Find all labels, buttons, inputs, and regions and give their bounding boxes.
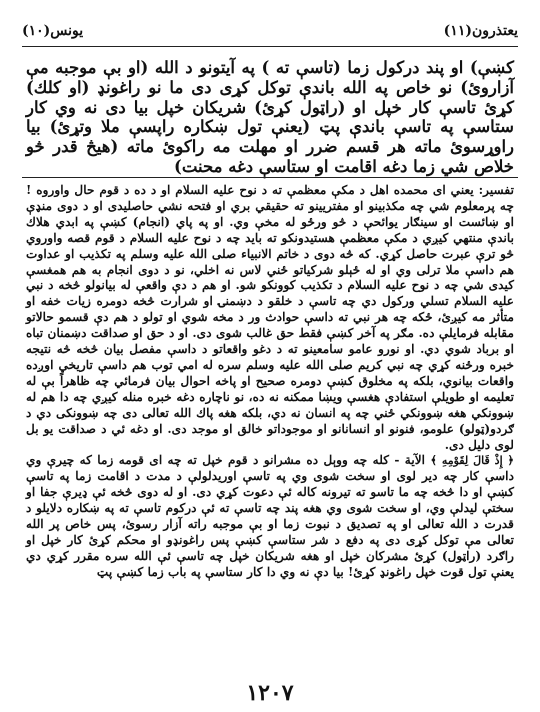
tafsir-label: تفسير: [478,183,514,197]
commentary-paragraph-2 [26,453,514,580]
section-divider [22,177,518,178]
header-right-title: يعتذرون(١١) [443,23,518,39]
commentary-text-2: الآية - كله چه ووېل ده مشرانو د قوم خپل ته چه اى قومه زما كه چيرې وي داسې كار چه دير لوى او سخت شوى وي په تاسې اوريدلولې د مدت د اقامت زما په تاسې كښې او دا څخه چه ما تاسو ته تيرونه كاله ئې دعوت كړي دى. او له دوى څخه ئې ډيرې جفا او سختې ليدلې وي، او سخت شوى وي هغه پند چه تاسې ته ئې دركوم تاسې ته په ښكاره دلايلو د قدرت د الله تعالى او په تصديق د نبوت زما او بې موجبه راته آزار رسوئ، پس خاص پر الله تعالى مې توكل كړى دى په دفع د شر ستاسې كښې پس راغونډو او محكم كړئ كار خپل او راګرد (راټول) كړئ مشركان خپل او هغه شريكان خپل چه تاسې ئې الله سره مقرر كړي دي يعنې تول قوت خپل راغونډ كړئ! بيا دې نه وي دا كار ستاسې په باب زما كښې پټ [26,453,514,579]
commentary-text-1: يعني اى محمده اهل د مكې معظمې ته د نوح عليه السلام او د ده د قوم حال واوروه ! چه پرمعلوم شي چه مكذبينو او مفتريينو ته حقيقي بري او فتحه نشي حاصليدى او د دوى منډې او ښائست او سينګار يوائحې د څو ورځو له مخې وي. او په پاي (انجام) كښې په ابدي هلاك باندې منتهي كيږي د مكې معظمې هستيدونكو ته بايد چه د نوح عليه السلام د قوم قصه واوروي څو ترې عبرت حاصل كړي. كه څه دوى د خاتم الانبياء صلى الله عليه وسلم په تكذيب او عداوت هم داسې ملا ترلى وي او له ځېلو شركياتو ځني لاس نه اخلي، نو د دوى انجام به هم همغسې كيدى شي چه د نوح عليه السلام د تكذيب كوونكو شو. او هم د دې واقعې له بيانولو څخه د نبي عليه السلام تسلي وركول دي چه تاسې د خلقو د دښمنۍ او شرارت څخه دومره زيات خفه او متأثر مه كيږئ، ځكه چه هر نبي ته داسې حوادث ور د مخه شوي او تولو د هم دې قسمو حالاتو مقابله فرمايلې ده. مګر په آخر كښې فقط حق غالب شوى دى. او د حق او صداقت دښمنان تباه او برباد شوي دي. او نورو عامو سامعينو ته د دغو واقعاتو د داسې مفصل بيان څخه څه نتيجه خبره ورځنه كړي چه نبي كريم صلى الله عليه وسلم سره له امي توب هم داسې تاريخي اوږده واقعات بيانوي، بلكه په مخلوق كښې دومره صحيح او پاخه احوال بيان فرمائي چه ظاهراً بې له تعليمه او طويلې استفادې هغسې ويښا ممكنه نه ده، نو ناچاره دغه خبره منله كيږي چه دا هم له ښوونكي هغه ښوونكي ځني چه په انسان نه دي، بلكه هغه پاك الله تعالى دى چه ښوونكى دي د ګردو(ټولو) علومو، فنونو او انسانانو او موجوداتو خالق او موجد دى. او دغه ئي د صداقت يو بل لوى دليل دى. [26,183,514,452]
header-left-title: يونس(١٠) [22,23,84,39]
commentary-paragraph-1 [26,183,514,453]
page-header [22,18,518,44]
header-rule [22,46,518,47]
verse-translation: كښې) او پند دركول زما (تاسې ته ) په آيتونو د الله (او بې موجبه مې آزاروئ) نو خاص په الله باندې توكل كړى دى ما نو راغونډ (او كلك) كړئ تاسې كار خپل او (راټول كړئ) شريكان خپل بيا دى نه وي كار ستاسې په تاسې باندې پټ (يعنې تول ښكاره راپسې ملا وتړئ) بيا راوړسوئ ماته هر قسم ضرر او مهلت مه راكوئ ماته (هيڅ قدر څو خلاص شي زما دغه اقامت او ستاسې دغه محنت) [26,58,514,176]
commentary-section [26,183,514,581]
ayah-reference: ﴿ إِذْ قَالَ لِقَوْمِهِ ﴾ [430,454,515,468]
page-number: ١٢٠٧ [246,680,294,706]
